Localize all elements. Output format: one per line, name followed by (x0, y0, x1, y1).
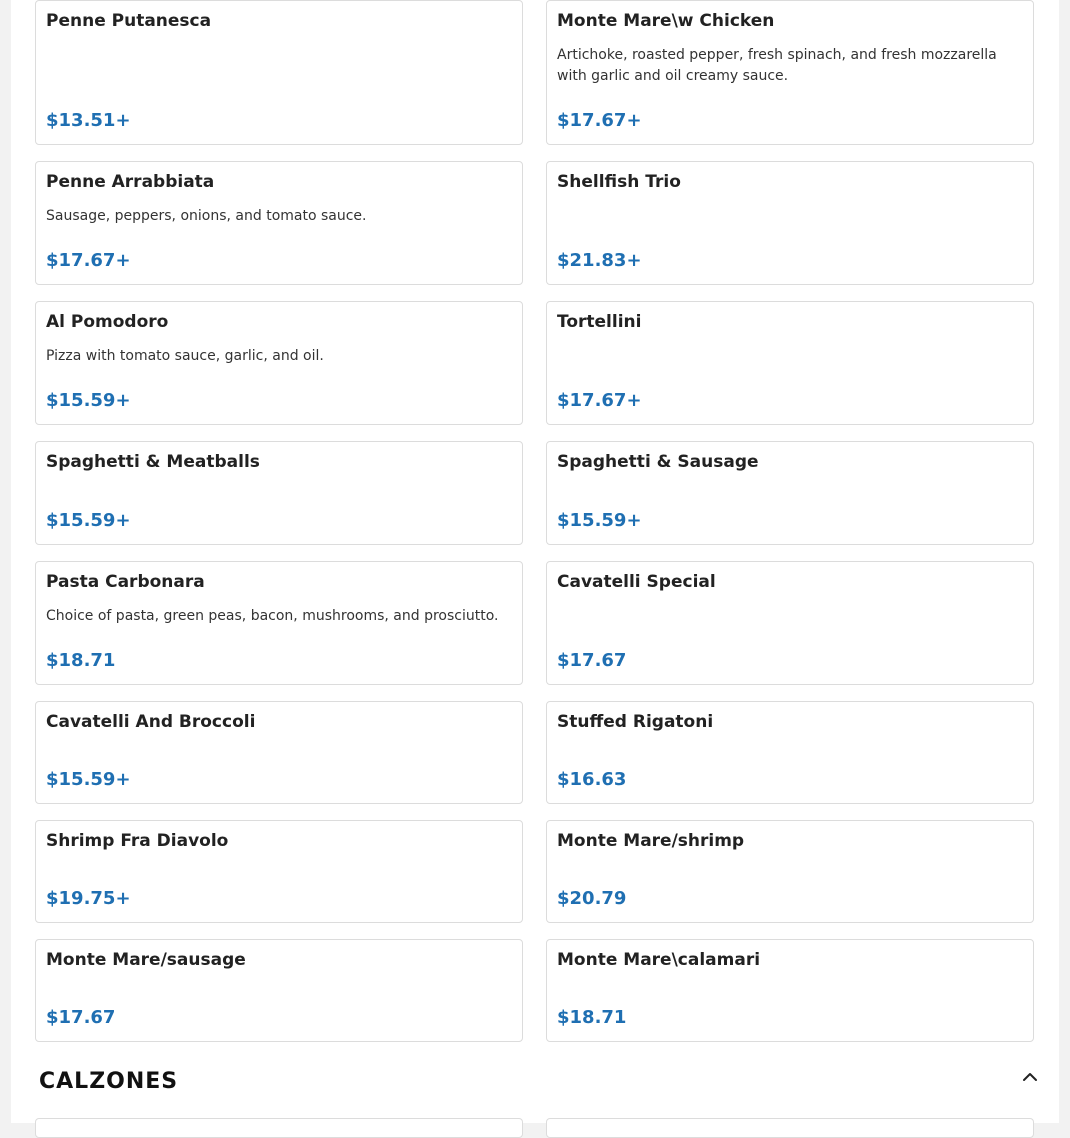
menu-item-name: Monte Mare/sausage (46, 950, 246, 970)
menu-item-price: $18.71 (46, 650, 116, 671)
section-title-calzones: CALZONES (39, 1069, 179, 1094)
menu-item-card[interactable] (35, 1118, 523, 1138)
menu-item-description: Artichoke, roasted pepper, fresh spinach, and fresh mozzarella with garlic and oil creamy sauce. (557, 47, 997, 84)
menu-item-name: Shellfish Trio (557, 172, 681, 192)
menu-item-name: Monte Mare\calamari (557, 950, 761, 970)
menu-item-card[interactable] (546, 161, 1034, 285)
menu-item-card[interactable] (546, 441, 1034, 545)
menu-item-price: $15.59+ (46, 390, 131, 411)
chevron-up-icon (1016, 1064, 1044, 1090)
menu-item-card[interactable] (546, 820, 1034, 923)
menu-item-card[interactable] (35, 161, 523, 285)
menu-item-card[interactable] (546, 1118, 1034, 1138)
menu-item-price: $19.75+ (46, 888, 131, 909)
menu-item-name: Shrimp Fra Diavolo (46, 831, 229, 851)
menu-item-price: $17.67+ (46, 250, 131, 271)
menu-item-card[interactable] (546, 561, 1034, 685)
menu-item-card[interactable] (35, 701, 523, 804)
menu-item-name: Monte Mare\w Chicken (557, 11, 775, 31)
menu-item-price: $15.59+ (557, 510, 642, 531)
menu-item-price: $15.59+ (46, 769, 131, 790)
menu-item-price: $17.67 (557, 650, 627, 671)
menu-item-price: $18.71 (557, 1007, 627, 1028)
menu-item-card[interactable] (546, 0, 1034, 145)
menu-item-description: Pizza with tomato sauce, garlic, and oil. (46, 348, 324, 364)
menu-item-name: Al Pomodoro (46, 312, 169, 332)
menu-item-price: $17.67+ (557, 390, 642, 411)
menu-item-card[interactable] (35, 561, 523, 685)
menu-item-name: Cavatelli And Broccoli (46, 712, 256, 732)
menu-item-price: $17.67 (46, 1007, 116, 1028)
menu-item-card[interactable] (546, 301, 1034, 425)
menu-item-card[interactable] (546, 939, 1034, 1042)
menu-item-price: $17.67+ (557, 110, 642, 131)
menu-item-card[interactable] (35, 441, 523, 545)
menu-item-name: Tortellini (557, 312, 642, 332)
section-collapse-button[interactable] (1016, 1064, 1044, 1090)
menu-item-name: Stuffed Rigatoni (557, 712, 714, 732)
menu-item-card[interactable] (35, 0, 523, 145)
menu-item-name: Penne Arrabbiata (46, 172, 215, 192)
menu-panel (11, 0, 1059, 1123)
menu-item-name: Penne Putanesca (46, 11, 212, 31)
menu-item-name: Spaghetti & Sausage (557, 452, 759, 472)
menu-item-price: $15.59+ (46, 510, 131, 531)
menu-item-price: $20.79 (557, 888, 627, 909)
menu-item-card[interactable] (546, 701, 1034, 804)
menu-item-name: Spaghetti & Meatballs (46, 452, 260, 472)
menu-item-name: Monte Mare/shrimp (557, 831, 745, 851)
menu-item-price: $13.51+ (46, 110, 131, 131)
menu-item-card[interactable] (35, 301, 523, 425)
menu-item-name: Cavatelli Special (557, 572, 716, 592)
menu-item-card[interactable] (35, 939, 523, 1042)
menu-item-card[interactable] (35, 820, 523, 923)
menu-item-price: $16.63 (557, 769, 627, 790)
menu-item-price: $21.83+ (557, 250, 642, 271)
menu-item-description: Sausage, peppers, onions, and tomato sauce. (46, 208, 367, 224)
menu-item-name: Pasta Carbonara (46, 572, 205, 592)
menu-item-description: Choice of pasta, green peas, bacon, mushrooms, and prosciutto. (46, 608, 499, 624)
